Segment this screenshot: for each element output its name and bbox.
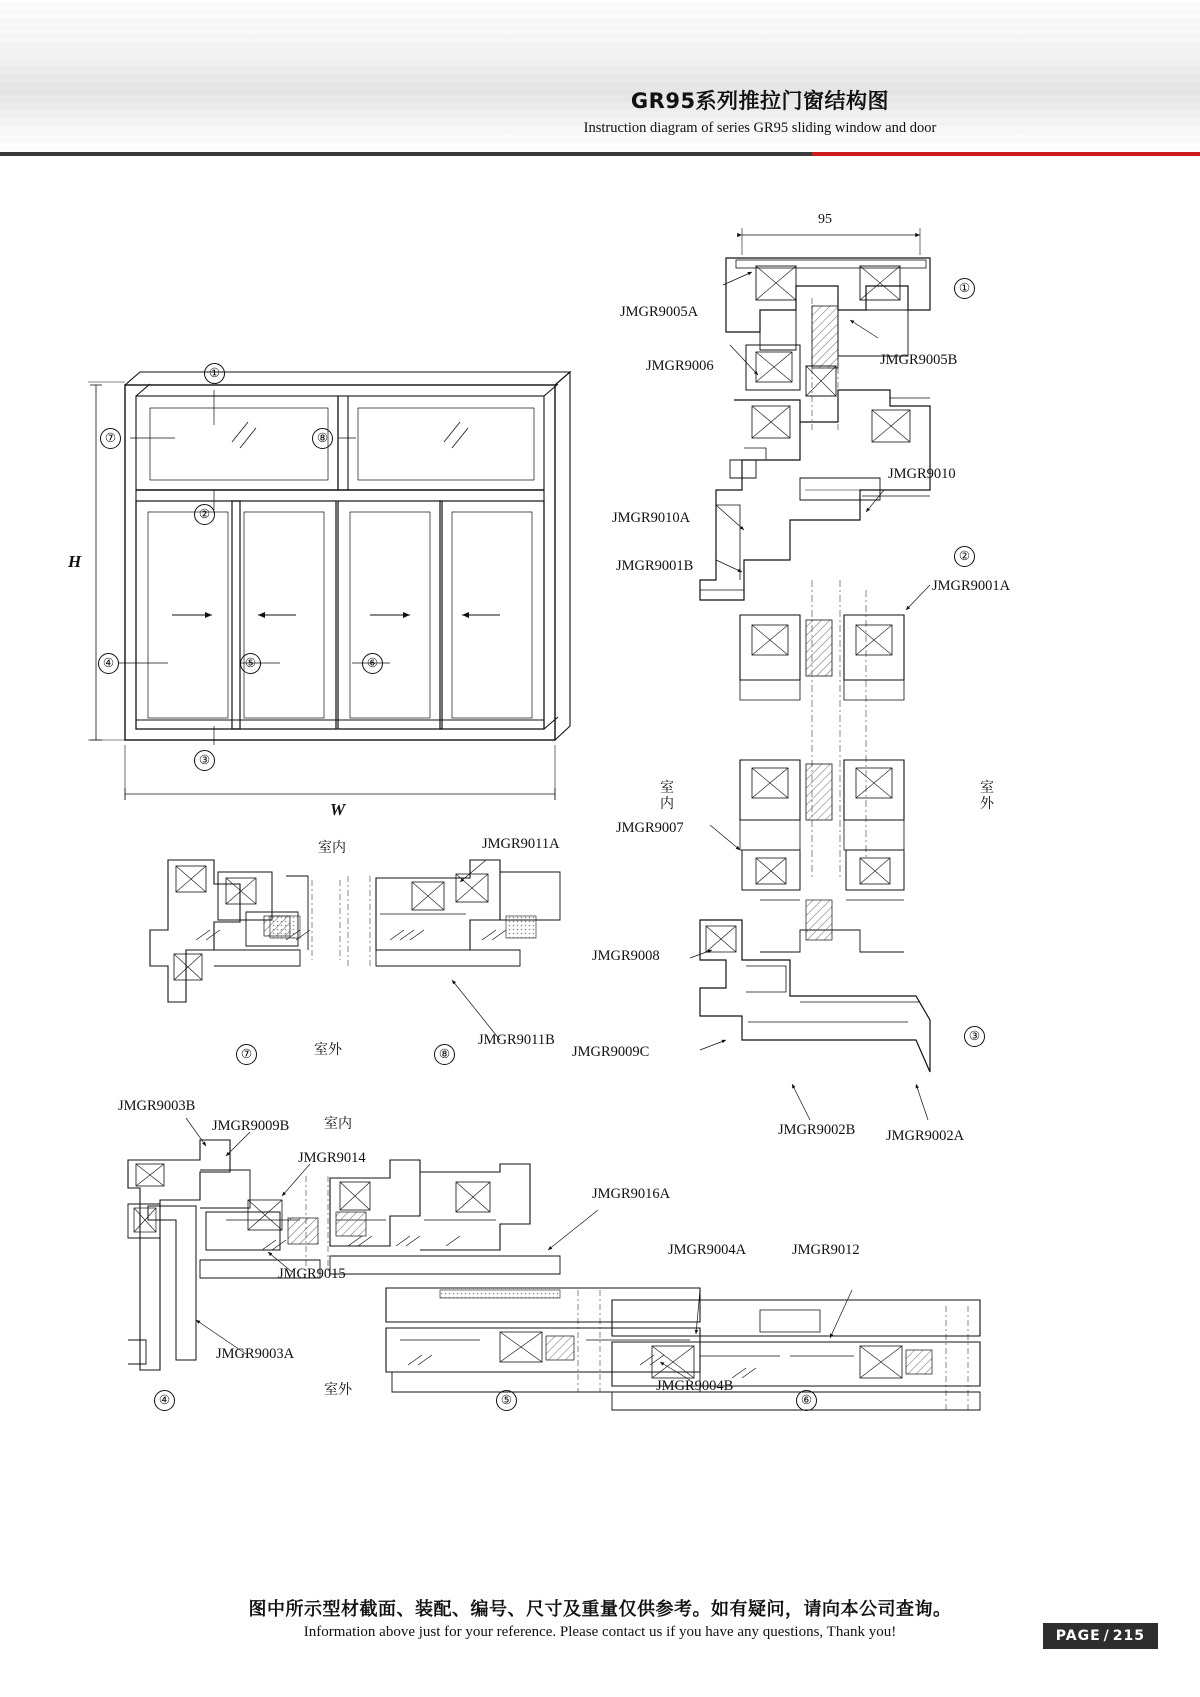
- footer-note-cn: 图中所示型材截面、装配、编号、尺寸及重量仅供参考。如有疑问，请向本公司查询。: [248, 1599, 952, 1620]
- elevation-callout-8: ⑧: [312, 428, 333, 449]
- technical-drawing: [0, 160, 1200, 1590]
- dimension-width-label: W: [330, 800, 346, 819]
- footer-note-en: Information above just for your reference. Please contact us if you have any questions, Thank you!: [303, 1624, 897, 1640]
- detail-callout-5: ⑤: [496, 1390, 517, 1411]
- part-label-jmgr9015: JMGR9015: [278, 1266, 346, 1282]
- detail78-indoor-label: 室内: [318, 840, 346, 856]
- elevation-callout-6: ⑥: [362, 653, 383, 674]
- dimension-95-label: 95: [818, 212, 832, 227]
- part-label-jmgr9006: JMGR9006: [646, 358, 714, 374]
- drawing-canvas: [0, 160, 1200, 1590]
- elevation-callout-7: ⑦: [100, 428, 121, 449]
- page-footer: [0, 1595, 1200, 1641]
- elevation-callout-4: ④: [98, 653, 119, 674]
- part-label-jmgr9010a: JMGR9010A: [612, 510, 691, 526]
- part-label-jmgr9005b: JMGR9005B: [880, 352, 958, 368]
- part-label-jmgr9009b: JMGR9009B: [212, 1118, 290, 1134]
- part-label-jmgr9005a: JMGR9005A: [620, 304, 699, 320]
- part-label-jmgr9007: JMGR9007: [616, 820, 684, 836]
- part-label-jmgr9004a: JMGR9004A: [668, 1242, 747, 1258]
- elevation-callout-3: ③: [194, 750, 215, 771]
- elevation-callout-2: ②: [194, 504, 215, 525]
- detail-callout-6: ⑥: [796, 1390, 817, 1411]
- part-label-jmgr9012: JMGR9012: [792, 1242, 860, 1258]
- elevation-callout-5: ⑤: [240, 653, 261, 674]
- part-label-jmgr9002a: JMGR9002A: [886, 1128, 965, 1144]
- part-label-jmgr9002b: JMGR9002B: [778, 1122, 856, 1138]
- page-title-cn: GR95系列推拉门窗结构图: [630, 89, 890, 113]
- page-label: PAGE: [1055, 1628, 1101, 1644]
- main-section-indoor-label: 室 内: [660, 780, 674, 813]
- header-rule-accent: [812, 152, 1200, 156]
- main-section-outdoor-label: 室 外: [980, 780, 994, 813]
- page-number: 215: [1112, 1628, 1145, 1644]
- page-header: [0, 0, 1200, 160]
- detail456-outdoor-label: 室外: [324, 1382, 352, 1398]
- part-label-jmgr9001b: JMGR9001B: [616, 558, 694, 574]
- part-label-jmgr9001a: JMGR9001A: [932, 578, 1011, 594]
- part-label-jmgr9008: JMGR9008: [592, 948, 660, 964]
- part-label-jmgr9004b: JMGR9004B: [656, 1378, 734, 1394]
- detail78-outdoor-label: 室外: [314, 1042, 342, 1058]
- page-separator: /: [1103, 1628, 1110, 1644]
- section-callout-3: ③: [964, 1026, 985, 1047]
- detail-callout-8: ⑧: [434, 1044, 455, 1065]
- detail-callout-7: ⑦: [236, 1044, 257, 1065]
- page-number-badge: [1043, 1623, 1158, 1649]
- page-title-en: Instruction diagram of series GR95 sliding window and door: [583, 120, 937, 136]
- part-label-jmgr9009c: JMGR9009C: [572, 1044, 650, 1060]
- part-label-jmgr9016a: JMGR9016A: [592, 1186, 671, 1202]
- part-label-jmgr9010: JMGR9010: [888, 466, 956, 482]
- part-label-jmgr9014: JMGR9014: [298, 1150, 366, 1166]
- header-title-block: [480, 85, 1040, 137]
- section-callout-1: ①: [954, 278, 975, 299]
- detail456-indoor-label: 室内: [324, 1116, 352, 1132]
- part-label-jmgr9003b: JMGR9003B: [118, 1098, 196, 1114]
- part-label-jmgr9011b: JMGR9011B: [478, 1032, 555, 1048]
- detail-callout-4: ④: [154, 1390, 175, 1411]
- section-callout-2: ②: [954, 546, 975, 567]
- part-label-jmgr9003a: JMGR9003A: [216, 1346, 295, 1362]
- dimension-height-label: H: [68, 552, 82, 571]
- part-label-jmgr9011a: JMGR9011A: [482, 836, 560, 852]
- elevation-callout-1: ①: [204, 363, 225, 384]
